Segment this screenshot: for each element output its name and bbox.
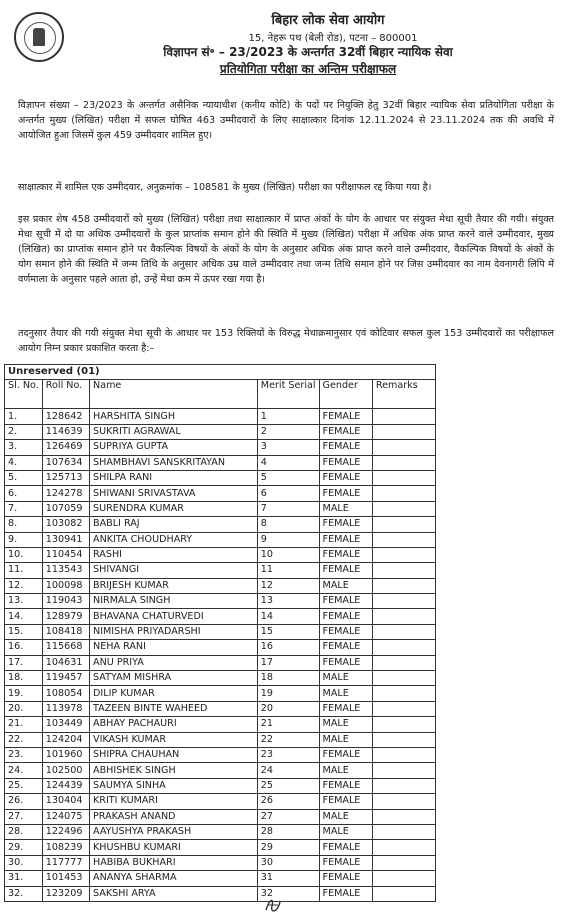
organization-address: 15, नेहरू पथ (बेली रोड), पटना – 800001	[248, 33, 418, 44]
cell-sl-no: 31.	[5, 871, 43, 886]
table-row	[5, 501, 436, 516]
cell-remarks	[372, 655, 435, 670]
cell-remarks	[372, 732, 435, 747]
cell-gender: FEMALE	[319, 609, 372, 624]
cell-name: KHUSHBU KUMARI	[90, 840, 258, 855]
cell-sl-no: 5.	[5, 470, 43, 485]
cell-name: TAZEEN BINTE WAHEED	[90, 701, 258, 716]
cell-sl-no: 6.	[5, 486, 43, 501]
cell-sl-no: 14.	[5, 609, 43, 624]
cell-remarks	[372, 594, 435, 609]
cell-name: ABHAY PACHAURI	[90, 717, 258, 732]
table-row	[5, 732, 436, 747]
cell-name: NIMISHA PRIYADARSHI	[90, 624, 258, 639]
cell-roll-no: 119043	[42, 594, 89, 609]
cell-sl-no: 26.	[5, 794, 43, 809]
cell-remarks	[372, 886, 435, 901]
cell-roll-no: 113543	[42, 563, 89, 578]
cell-gender: FEMALE	[319, 532, 372, 547]
cell-remarks	[372, 547, 435, 562]
cell-name: ANKITA CHOUDHARY	[90, 532, 258, 547]
cell-remarks	[372, 871, 435, 886]
cell-gender: FEMALE	[319, 486, 372, 501]
cell-gender: FEMALE	[319, 640, 372, 655]
table-row	[5, 594, 436, 609]
header-merit-serial: Merit Serial	[257, 380, 319, 409]
cell-remarks	[372, 409, 435, 424]
cell-gender: FEMALE	[319, 424, 372, 439]
cell-roll-no: 101960	[42, 747, 89, 762]
table-row	[5, 517, 436, 532]
cell-gender: FEMALE	[319, 594, 372, 609]
cell-merit-serial: 21	[257, 717, 319, 732]
cell-merit-serial: 16	[257, 640, 319, 655]
cell-name: VIKASH KUMAR	[90, 732, 258, 747]
cell-name: SHIWANI SRIVASTAVA	[90, 486, 258, 501]
cell-gender: FEMALE	[319, 517, 372, 532]
cell-gender: MALE	[319, 717, 372, 732]
cell-merit-serial: 8	[257, 517, 319, 532]
cell-merit-serial: 15	[257, 624, 319, 639]
cell-roll-no: 124204	[42, 732, 89, 747]
cell-roll-no: 128642	[42, 409, 89, 424]
cell-roll-no: 100098	[42, 578, 89, 593]
cell-gender: FEMALE	[319, 547, 372, 562]
cell-name: NEHA RANI	[90, 640, 258, 655]
cell-remarks	[372, 809, 435, 824]
cell-sl-no: 7.	[5, 501, 43, 516]
cell-merit-serial: 30	[257, 855, 319, 870]
cell-gender: MALE	[319, 671, 372, 686]
cell-roll-no: 102500	[42, 763, 89, 778]
cell-gender: FEMALE	[319, 455, 372, 470]
cell-name: ABHISHEK SINGH	[90, 763, 258, 778]
cell-roll-no: 103449	[42, 717, 89, 732]
cell-merit-serial: 9	[257, 532, 319, 547]
cell-merit-serial: 13	[257, 594, 319, 609]
cell-gender: FEMALE	[319, 409, 372, 424]
cell-roll-no: 113978	[42, 701, 89, 716]
cell-merit-serial: 7	[257, 501, 319, 516]
cell-sl-no: 2.	[5, 424, 43, 439]
cell-merit-serial: 3	[257, 440, 319, 455]
cell-gender: FEMALE	[319, 840, 372, 855]
cell-merit-serial: 5	[257, 470, 319, 485]
cell-remarks	[372, 824, 435, 839]
cell-remarks	[372, 794, 435, 809]
table-row	[5, 440, 436, 455]
cell-roll-no: 115668	[42, 640, 89, 655]
cell-roll-no: 130941	[42, 532, 89, 547]
table-row	[5, 855, 436, 870]
table-row	[5, 717, 436, 732]
table-row	[5, 824, 436, 839]
cell-roll-no: 124439	[42, 778, 89, 793]
paragraph-2: साक्षात्कार में शामिल एक उम्मीदवार, अनुक्रमांक – 108581 के मुख्य (लिखित) परीक्षा का परीक्षाफल रद्द किया गया है।	[18, 182, 432, 193]
cell-merit-serial: 4	[257, 455, 319, 470]
title-line-1: विज्ञापन सं॰ – 23/2023 के अन्तर्गत 32वीं बिहार न्यायिक सेवा	[163, 45, 453, 59]
cell-roll-no: 104631	[42, 655, 89, 670]
cell-name: DILIP KUMAR	[90, 686, 258, 701]
cell-name: KRITI KUMARI	[90, 794, 258, 809]
cell-sl-no: 1.	[5, 409, 43, 424]
cell-sl-no: 10.	[5, 547, 43, 562]
cell-remarks	[372, 563, 435, 578]
cell-merit-serial: 32	[257, 886, 319, 901]
cell-sl-no: 19.	[5, 686, 43, 701]
cell-sl-no: 3.	[5, 440, 43, 455]
cell-merit-serial: 14	[257, 609, 319, 624]
cell-sl-no: 9.	[5, 532, 43, 547]
header-remarks: Remarks	[372, 380, 435, 409]
cell-roll-no: 103082	[42, 517, 89, 532]
cell-name: HARSHITA SINGH	[90, 409, 258, 424]
cell-remarks	[372, 855, 435, 870]
cell-merit-serial: 18	[257, 671, 319, 686]
cell-sl-no: 13.	[5, 594, 43, 609]
cell-roll-no: 124075	[42, 809, 89, 824]
header-sl-no: Sl. No.	[5, 380, 43, 409]
cell-remarks	[372, 455, 435, 470]
cell-name: SAUMYA SINHA	[90, 778, 258, 793]
table-row	[5, 470, 436, 485]
cell-name: SHAMBHAVI SANSKRITAYAN	[90, 455, 258, 470]
cell-sl-no: 21.	[5, 717, 43, 732]
header-name: Name	[90, 380, 258, 409]
cell-name: ANANYA SHARMA	[90, 871, 258, 886]
cell-name: SATYAM MISHRA	[90, 671, 258, 686]
cell-remarks	[372, 686, 435, 701]
cell-sl-no: 17.	[5, 655, 43, 670]
signature-mark	[264, 896, 282, 918]
table-row	[5, 547, 436, 562]
cell-name: ANU PRIYA	[90, 655, 258, 670]
cell-remarks	[372, 424, 435, 439]
cell-sl-no: 11.	[5, 563, 43, 578]
table-row	[5, 640, 436, 655]
cell-roll-no: 117777	[42, 855, 89, 870]
cell-remarks	[372, 578, 435, 593]
cell-roll-no: 122496	[42, 824, 89, 839]
cell-merit-serial: 27	[257, 809, 319, 824]
cell-gender: MALE	[319, 763, 372, 778]
paragraph-4: तदनुसार तैयार की गयी संयुक्त मेधा सूची के आधार पर 153 रिक्तियों के विरुद्ध मेधाक्रमानुसार एवं कोटिवार सफल कुल 153 उम्मीदवारों का परीक्षाफल आयोग निम्न प्रकार प्रकाशित करता है:–	[18, 328, 554, 354]
cell-remarks	[372, 747, 435, 762]
letterhead	[0, 10, 576, 44]
cell-roll-no: 128979	[42, 609, 89, 624]
cell-remarks	[372, 763, 435, 778]
cell-remarks	[372, 840, 435, 855]
cell-name: SUPRIYA GUPTA	[90, 440, 258, 455]
table-row	[5, 671, 436, 686]
cell-merit-serial: 23	[257, 747, 319, 762]
cell-roll-no: 107634	[42, 455, 89, 470]
cell-gender: MALE	[319, 501, 372, 516]
cell-gender: FEMALE	[319, 655, 372, 670]
header-roll-no: Roll No.	[42, 380, 89, 409]
cell-sl-no: 25.	[5, 778, 43, 793]
cell-sl-no: 24.	[5, 763, 43, 778]
cell-roll-no: 124278	[42, 486, 89, 501]
cell-gender: MALE	[319, 824, 372, 839]
cell-merit-serial: 12	[257, 578, 319, 593]
table-row	[5, 409, 436, 424]
cell-roll-no: 123209	[42, 886, 89, 901]
table-row	[5, 486, 436, 501]
cell-merit-serial: 22	[257, 732, 319, 747]
cell-remarks	[372, 532, 435, 547]
table-row	[5, 609, 436, 624]
cell-sl-no: 15.	[5, 624, 43, 639]
cell-sl-no: 28.	[5, 824, 43, 839]
cell-merit-serial: 17	[257, 655, 319, 670]
cell-remarks	[372, 470, 435, 485]
cell-name: SHIPRA CHAUHAN	[90, 747, 258, 762]
table-row	[5, 778, 436, 793]
cell-name: SUKRITI AGRAWAL	[90, 424, 258, 439]
cell-remarks	[372, 486, 435, 501]
cell-merit-serial: 24	[257, 763, 319, 778]
cell-name: NIRMALA SINGH	[90, 594, 258, 609]
cell-roll-no: 108418	[42, 624, 89, 639]
cell-merit-serial: 10	[257, 547, 319, 562]
cell-gender: MALE	[319, 686, 372, 701]
cell-name: PRAKASH ANAND	[90, 809, 258, 824]
cell-remarks	[372, 517, 435, 532]
table-row	[5, 655, 436, 670]
table-row	[5, 763, 436, 778]
cell-gender: FEMALE	[319, 794, 372, 809]
cell-merit-serial: 1	[257, 409, 319, 424]
cell-roll-no: 110454	[42, 547, 89, 562]
cell-roll-no: 126469	[42, 440, 89, 455]
cell-merit-serial: 29	[257, 840, 319, 855]
table-row	[5, 455, 436, 470]
table-row	[5, 794, 436, 809]
cell-gender: FEMALE	[319, 701, 372, 716]
table-row	[5, 686, 436, 701]
paragraph-3: इस प्रकार शेष 458 उम्मीदवारों को मुख्य (लिखित) परीक्षा तथा साक्षात्कार में प्राप्त अंकों के योग के आधार पर संयुक्त मेधा सूची तैयार की गयी। संयुक्त मेधा सूची में दो या अधिक उम्मीदवारों के कुल प्राप्तांक समान होने की स्थिति में मुख्य (लिखित) परीक्षा में अधिक अंक प्राप्त करने वाले उम्मीदवार, मुख्य (लिखित) का प्राप्तांक समान होने पर वैकल्पिक विषयों के अंकों के योग के अनुसार अधिक अंक प्राप्त करने वाले उम्मीदवार, वैकल्पिक विषयों के अंकों के योग समान होने की स्थिति में जन्म तिथि के अनुसार अधिक उम्र वाले उम्मीदवार तथा जन्म तिथि समान होने पर जिस उम्मीदवार का नाम देवनागरी लिपि में वर्णमाला के अनुसार पहले आता हो, उन्हें मेधा क्रम में ऊपर रखा गया है।	[18, 214, 554, 285]
cell-name: SHIVANGI	[90, 563, 258, 578]
cell-name: SHILPA RANI	[90, 470, 258, 485]
cell-remarks	[372, 778, 435, 793]
cell-remarks	[372, 609, 435, 624]
cell-roll-no: 119457	[42, 671, 89, 686]
cell-name: BRIJESH KUMAR	[90, 578, 258, 593]
table-row	[5, 840, 436, 855]
cell-gender: FEMALE	[319, 886, 372, 901]
table-row	[5, 701, 436, 716]
cell-merit-serial: 25	[257, 778, 319, 793]
cell-remarks	[372, 440, 435, 455]
cell-gender: MALE	[319, 578, 372, 593]
cell-gender: FEMALE	[319, 855, 372, 870]
cell-roll-no: 107059	[42, 501, 89, 516]
cell-gender: FEMALE	[319, 470, 372, 485]
cell-sl-no: 32.	[5, 886, 43, 901]
cell-merit-serial: 26	[257, 794, 319, 809]
cell-sl-no: 16.	[5, 640, 43, 655]
cell-gender: FEMALE	[319, 440, 372, 455]
cell-merit-serial: 19	[257, 686, 319, 701]
notice-title	[0, 44, 576, 78]
cell-sl-no: 29.	[5, 840, 43, 855]
cell-merit-serial: 28	[257, 824, 319, 839]
organization-name: बिहार लोक सेवा आयोग	[271, 13, 385, 28]
cell-gender: FEMALE	[319, 563, 372, 578]
cell-sl-no: 23.	[5, 747, 43, 762]
table-row	[5, 809, 436, 824]
table-row	[5, 886, 436, 901]
cell-merit-serial: 31	[257, 871, 319, 886]
cell-name: AAYUSHYA PRAKASH	[90, 824, 258, 839]
cell-merit-serial: 20	[257, 701, 319, 716]
table-row	[5, 871, 436, 886]
cell-sl-no: 8.	[5, 517, 43, 532]
cell-remarks	[372, 701, 435, 716]
cell-roll-no: 101453	[42, 871, 89, 886]
cell-sl-no: 27.	[5, 809, 43, 824]
paragraph-1: विज्ञापन संख्या – 23/2023 के अन्तर्गत असैनिक न्यायाधीश (कनीय कोटि) के पदों पर नियुक्ति हेतु 32वीं बिहार न्यायिक सेवा प्रतियोगिता परीक्षा के अन्तर्गत मुख्य (लिखित) परीक्षा में सफल घोषित 463 उम्मीदवारों के लिए साक्षात्कार दिनांक 12.11.2024 से 23.11.2024 तक की अवधि में आयोजित हुआ जिसमें कुल 459 उम्मीदवार शामिल हुए।	[18, 100, 554, 141]
table-row	[5, 563, 436, 578]
cell-roll-no: 108054	[42, 686, 89, 701]
section-heading: Unreserved (01)	[5, 365, 436, 380]
cell-roll-no: 125713	[42, 470, 89, 485]
cell-remarks	[372, 624, 435, 639]
cell-name: HABIBA BUKHARI	[90, 855, 258, 870]
table-row	[5, 424, 436, 439]
cell-gender: FEMALE	[319, 778, 372, 793]
cell-remarks	[372, 671, 435, 686]
cell-sl-no: 4.	[5, 455, 43, 470]
cell-name: SAKSHI ARYA	[90, 886, 258, 901]
cell-name: BHAVANA CHATURVEDI	[90, 609, 258, 624]
cell-gender: MALE	[319, 732, 372, 747]
cell-gender: FEMALE	[319, 624, 372, 639]
cell-merit-serial: 11	[257, 563, 319, 578]
table-row	[5, 624, 436, 639]
cell-sl-no: 20.	[5, 701, 43, 716]
cell-gender: FEMALE	[319, 871, 372, 886]
cell-sl-no: 18.	[5, 671, 43, 686]
cell-roll-no: 108239	[42, 840, 89, 855]
cell-name: SURENDRA KUMAR	[90, 501, 258, 516]
cell-gender: MALE	[319, 809, 372, 824]
cell-sl-no: 22.	[5, 732, 43, 747]
result-table	[4, 364, 436, 902]
cell-gender: FEMALE	[319, 747, 372, 762]
cell-name: RASHI	[90, 547, 258, 562]
cell-remarks	[372, 501, 435, 516]
cell-remarks	[372, 717, 435, 732]
cell-roll-no: 130404	[42, 794, 89, 809]
table-row	[5, 532, 436, 547]
cell-name: BABLI RAJ	[90, 517, 258, 532]
cell-roll-no: 114639	[42, 424, 89, 439]
cell-sl-no: 12.	[5, 578, 43, 593]
header-gender: Gender	[319, 380, 372, 409]
title-line-2: प्रतियोगिता परीक्षा का अन्तिम परीक्षाफल	[219, 62, 397, 76]
cell-merit-serial: 6	[257, 486, 319, 501]
table-row	[5, 578, 436, 593]
table-row	[5, 747, 436, 762]
cell-remarks	[372, 640, 435, 655]
cell-sl-no: 30.	[5, 855, 43, 870]
cell-merit-serial: 2	[257, 424, 319, 439]
